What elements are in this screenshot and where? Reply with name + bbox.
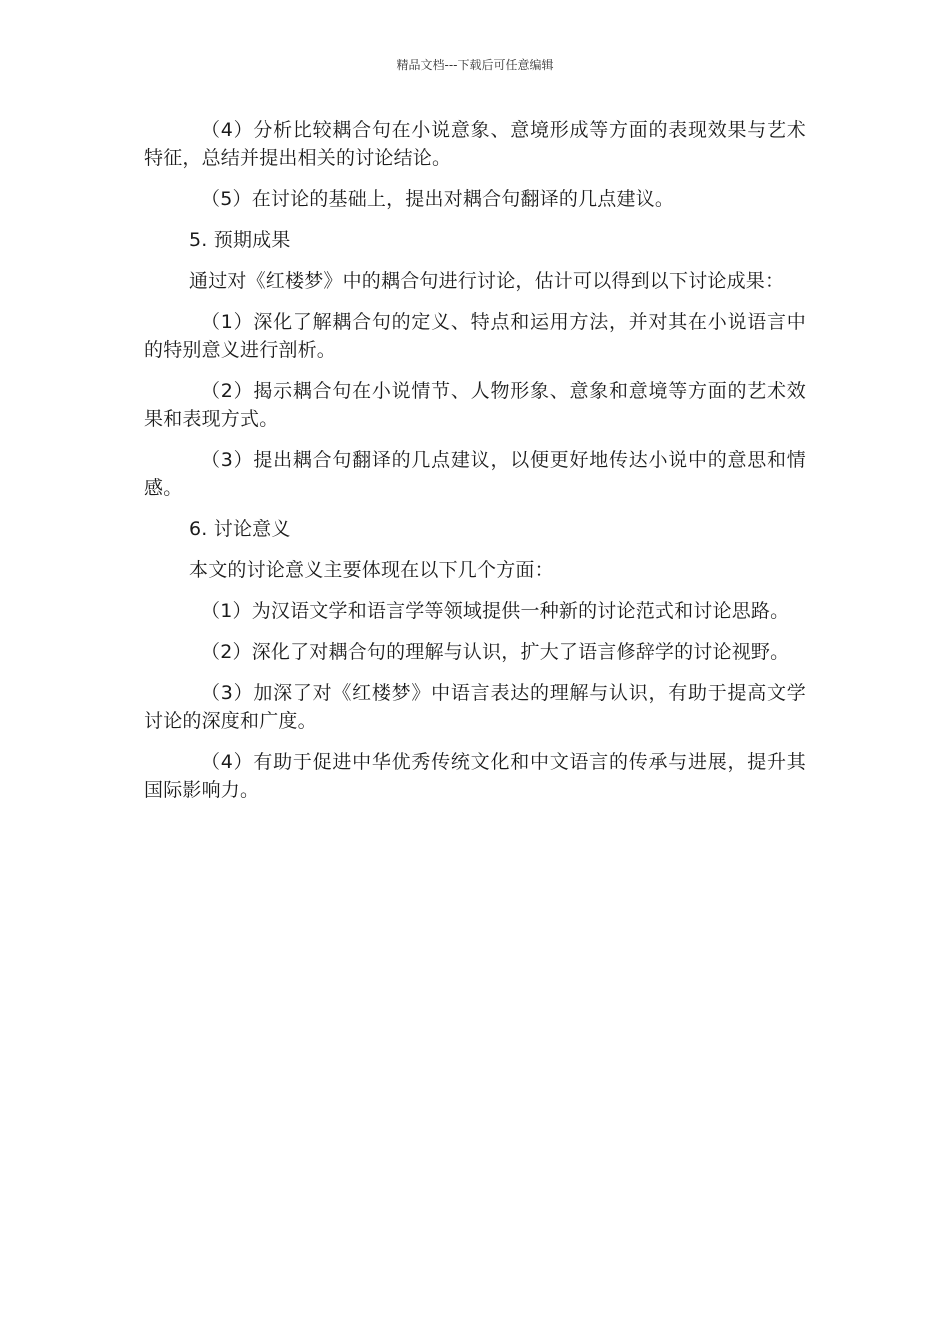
paragraph-significance-1: （1）为汉语文学和语言学等领域提供一种新的讨论范式和讨论思路。: [201, 600, 790, 622]
paragraph-significance-intro: 本文的讨论意义主要体现在以下几个方面：: [189, 559, 554, 581]
paragraph-significance-4: （4）有助于促进中华优秀传统文化和中文语言的传承与进展，提升其国际影响力。: [144, 751, 806, 801]
section-heading-expected-results: 5. 预期成果: [189, 229, 291, 251]
paragraph-result-1: （1）深化了解耦合句的定义、特点和运用方法，并对其在小说语言中的特别意义进行剖析。: [144, 311, 806, 361]
section-heading-significance: 6. 讨论意义: [189, 518, 291, 540]
paragraph-item-5-translation: （5）在讨论的基础上，提出对耦合句翻译的几点建议。: [201, 188, 675, 210]
document-body: [144, 116, 806, 817]
paragraph-result-2: （2）揭示耦合句在小说情节、人物形象、意象和意境等方面的艺术效果和表现方式。: [144, 380, 806, 430]
paragraph-significance-3: （3）加深了对《红楼梦》中语言表达的理解与认识，有助于提高文学讨论的深度和广度。: [144, 682, 806, 732]
paragraph-significance-2: （2）深化了对耦合句的理解与认识，扩大了语言修辞学的讨论视野。: [201, 641, 790, 663]
paragraph-result-3: （3）提出耦合句翻译的几点建议，以便更好地传达小说中的意思和情感。: [144, 449, 806, 499]
paragraph-item-4-analysis: （4）分析比较耦合句在小说意象、意境形成等方面的表现效果与艺术特征，总结并提出相关的讨论结论。: [144, 119, 806, 169]
page-header: 精品文档---下载后可任意编辑: [396, 58, 554, 72]
paragraph-results-intro: 通过对《红楼梦》中的耦合句进行讨论，估计可以得到以下讨论成果：: [189, 270, 785, 292]
